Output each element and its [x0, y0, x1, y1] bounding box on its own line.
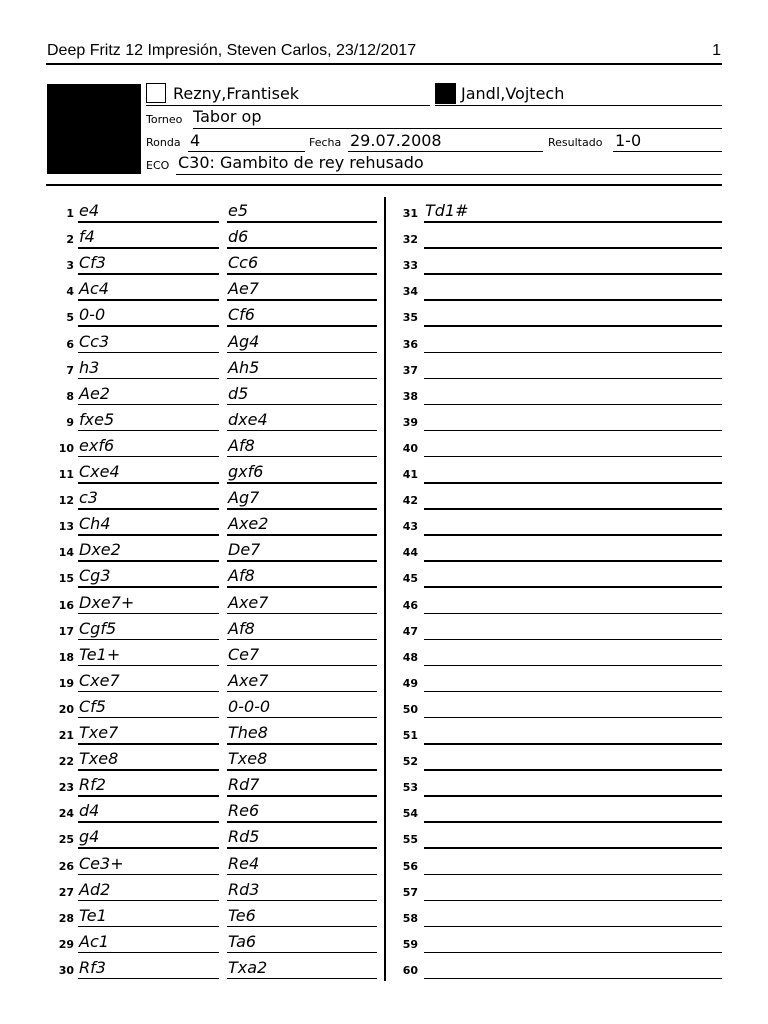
move-number: 1	[66, 207, 74, 220]
white-move: Te1	[79, 905, 107, 925]
move-underline	[424, 273, 722, 275]
result-label: Resultado	[548, 136, 603, 149]
move-row	[0, 879, 768, 905]
move-number: 24	[58, 807, 74, 821]
move-number: 20	[58, 702, 74, 716]
white-move: Ad2	[79, 879, 111, 899]
white-move: Ac1	[79, 931, 109, 951]
white-move: c3	[79, 488, 98, 508]
white-move: Dxe7+	[79, 592, 135, 612]
eco-value: C30: Gambito de rey rehusado	[178, 153, 424, 172]
white-player-underline	[146, 105, 430, 106]
move-number: 11	[58, 468, 74, 481]
white-move: Ac4	[79, 279, 109, 299]
section-separator	[46, 184, 722, 186]
white-move: Cxe4	[79, 462, 120, 481]
black-player-underline	[435, 105, 722, 106]
move-underline	[424, 743, 722, 745]
move-number: 9	[66, 415, 74, 429]
move-underline	[424, 691, 722, 693]
move-row	[0, 774, 768, 800]
white-move: Cf5	[79, 696, 106, 716]
move-underline	[424, 404, 722, 406]
move-number: 53	[402, 781, 418, 795]
move-underline	[424, 952, 722, 954]
black-move: Cc6	[228, 253, 259, 273]
move-number: 50	[402, 702, 418, 716]
move-number: 10	[58, 441, 74, 455]
player-photo-placeholder	[47, 84, 141, 174]
black-move: Txe8	[228, 749, 268, 769]
move-row	[0, 539, 768, 565]
black-move: Rd5	[228, 827, 260, 847]
move-row	[0, 357, 768, 383]
black-move: Af8	[228, 435, 255, 455]
move-underline	[424, 534, 722, 536]
move-row	[0, 800, 768, 826]
move-underline	[424, 926, 722, 928]
white-move: Cf3	[79, 253, 106, 273]
black-move: gxf6	[228, 462, 264, 481]
black-move: Rd7	[228, 775, 260, 795]
white-move: Ch4	[79, 514, 111, 534]
white-move: Ce3+	[79, 853, 124, 873]
header-rule	[46, 63, 722, 65]
white-move: Rf3	[79, 957, 106, 977]
black-move: The8	[228, 723, 268, 742]
white-move: Dxe2	[79, 540, 121, 560]
tournament-label: Torneo	[146, 113, 183, 126]
move-underline	[424, 978, 722, 980]
move-number: 14	[58, 546, 74, 560]
move-number: 22	[58, 755, 74, 769]
black-move: Ah5	[228, 357, 260, 377]
move-underline	[424, 482, 722, 484]
move-row	[0, 748, 768, 774]
result-value: 1-0	[615, 131, 642, 150]
move-number: 12	[58, 494, 74, 508]
move-row	[0, 905, 768, 931]
move-number: 51	[402, 729, 418, 742]
move-number: 28	[58, 911, 74, 925]
move-number: 27	[58, 885, 74, 899]
move-row	[0, 383, 768, 409]
move-underline	[424, 221, 722, 223]
white-move: d4	[79, 801, 100, 821]
move-number: 30	[58, 963, 74, 977]
white-move: Ae2	[79, 383, 110, 403]
move-number: 52	[402, 755, 418, 769]
white-move: e4	[79, 201, 100, 220]
move-row	[0, 331, 768, 357]
move-underline	[424, 769, 722, 771]
move-underline	[424, 874, 722, 876]
white-move: 0-0	[79, 305, 106, 325]
move-row	[0, 644, 768, 670]
move-number: 21	[58, 729, 74, 742]
move-row	[0, 409, 768, 435]
black-move: Ae7	[228, 279, 259, 299]
move-underline	[424, 900, 722, 902]
black-move: Ag4	[228, 331, 260, 351]
move-underline	[424, 847, 722, 849]
move-underline	[424, 613, 722, 615]
move-number: 54	[402, 807, 418, 821]
white-move: f4	[79, 227, 95, 247]
move-underline	[424, 325, 722, 327]
move-number: 41	[402, 468, 418, 481]
white-move: Te1+	[79, 644, 121, 664]
move-number: 31	[402, 207, 418, 220]
black-move: Af8	[228, 618, 255, 638]
black-piece-icon	[435, 83, 456, 104]
move-number: 36	[402, 337, 418, 351]
date-underline	[348, 151, 543, 152]
move-underline	[424, 586, 722, 588]
white-move: Txe8	[79, 749, 119, 769]
move-number: 42	[402, 494, 418, 508]
black-move: Axe7	[228, 670, 269, 690]
black-move: Cf6	[228, 305, 255, 325]
black-move: Rd3	[228, 879, 260, 899]
move-underline	[424, 378, 722, 380]
page-number: 1	[712, 42, 721, 59]
black-move: Re6	[228, 801, 260, 821]
move-number: 15	[58, 572, 74, 586]
move-number: 49	[402, 676, 418, 690]
white-player-name: Rezny,Frantisek	[173, 84, 300, 103]
move-number: 29	[58, 937, 74, 951]
white-move: Cc3	[79, 331, 110, 351]
white-move: Txe7	[79, 723, 119, 742]
black-move: De7	[228, 540, 261, 560]
move-number: 45	[402, 572, 418, 586]
move-number: 34	[402, 285, 418, 299]
move-number: 38	[402, 389, 418, 403]
move-row	[0, 853, 768, 879]
move-row	[0, 565, 768, 591]
move-number: 37	[402, 363, 418, 377]
move-number: 40	[402, 441, 418, 455]
black-move: Re4	[228, 853, 260, 873]
black-move: Axe7	[228, 592, 269, 612]
date-label: Fecha	[309, 136, 342, 149]
move-number: 39	[402, 415, 418, 429]
white-move: Cxe7	[79, 670, 120, 690]
tournament-underline	[193, 128, 722, 129]
date-value: 29.07.2008	[350, 131, 442, 150]
move-underline	[424, 795, 722, 797]
move-number: 8	[66, 389, 74, 403]
move-row	[0, 618, 768, 644]
white-move: Cgf5	[79, 618, 117, 638]
black-move: Ag7	[228, 488, 260, 508]
black-move: Axe2	[228, 514, 269, 534]
move-number: 33	[402, 259, 418, 273]
move-number: 35	[402, 311, 418, 325]
move-number: 6	[66, 337, 74, 351]
white-move: exf6	[79, 435, 115, 455]
move-number: 58	[402, 911, 418, 925]
move-number: 26	[58, 859, 74, 873]
move-number: 60	[402, 963, 418, 977]
move-number: 25	[58, 833, 74, 847]
move-number: 16	[58, 598, 74, 612]
black-move: Af8	[228, 566, 255, 586]
move-row	[0, 226, 768, 252]
move-row	[0, 252, 768, 278]
white-move: g4	[79, 827, 100, 847]
move-number: 3	[66, 259, 74, 273]
result-underline	[613, 151, 722, 152]
round-underline	[188, 151, 305, 152]
move-underline	[424, 560, 722, 562]
move-row	[0, 278, 768, 304]
white-move: Rf2	[79, 775, 106, 795]
move-number: 57	[402, 885, 418, 899]
move-number: 5	[66, 311, 74, 325]
move-row	[0, 435, 768, 461]
white-move: h3	[79, 357, 100, 377]
move-number: 43	[402, 520, 418, 534]
move-underline	[424, 639, 722, 641]
black-move: 0-0-0	[228, 696, 271, 716]
black-player-name: Jandl,Vojtech	[461, 84, 565, 103]
black-move: e5	[228, 201, 249, 220]
black-move: Te6	[228, 905, 256, 925]
move-number: 48	[402, 650, 418, 664]
move-number: 32	[402, 233, 418, 247]
move-number: 23	[58, 781, 74, 795]
move-row	[0, 722, 768, 748]
move-underline	[424, 717, 722, 719]
move-underline	[424, 299, 722, 301]
move-number: 7	[66, 363, 74, 377]
move-number: 4	[66, 285, 74, 299]
move-number: 44	[402, 546, 418, 560]
move-row	[0, 304, 768, 330]
white-move: Cg3	[79, 566, 111, 586]
move-number: 18	[58, 650, 74, 664]
move-number: 2	[66, 233, 74, 247]
move-row	[0, 957, 768, 983]
round-label: Ronda	[146, 136, 181, 149]
round-value: 4	[190, 131, 201, 150]
black-move: Ta6	[228, 931, 257, 951]
move-underline	[424, 508, 722, 510]
move-row	[0, 200, 768, 226]
move-number: 17	[58, 624, 74, 638]
black-move: Ce7	[228, 644, 260, 664]
black-move: d5	[228, 383, 249, 403]
white-piece-icon	[146, 83, 166, 103]
move-underline	[424, 665, 722, 667]
move-row	[0, 670, 768, 696]
move-row	[0, 592, 768, 618]
move-underline	[424, 247, 722, 249]
move-underline	[424, 456, 722, 458]
tournament-value: Tabor op	[193, 107, 262, 126]
move-row	[0, 461, 768, 487]
move-underline	[424, 430, 722, 432]
black-move: Txa2	[228, 957, 268, 977]
eco-label: ECO	[146, 159, 170, 172]
black-move: dxe4	[228, 409, 268, 429]
move-number: 19	[58, 676, 74, 690]
move-number: 55	[402, 833, 418, 847]
white-move: Td1#	[425, 201, 469, 220]
move-row	[0, 513, 768, 539]
move-number: 13	[58, 520, 74, 534]
move-row	[0, 696, 768, 722]
page-header-title: Deep Fritz 12 Impresión, Steven Carlos, 23/12/2017	[47, 42, 417, 59]
move-number: 46	[402, 598, 418, 612]
move-number: 47	[402, 624, 418, 638]
move-row	[0, 487, 768, 513]
move-underline	[424, 352, 722, 354]
white-move: fxe5	[79, 409, 115, 429]
move-underline	[424, 821, 722, 823]
move-number: 59	[402, 937, 418, 951]
black-move: d6	[228, 227, 249, 247]
move-number: 56	[402, 859, 418, 873]
move-row	[0, 826, 768, 852]
move-row	[0, 931, 768, 957]
eco-underline	[176, 174, 722, 175]
